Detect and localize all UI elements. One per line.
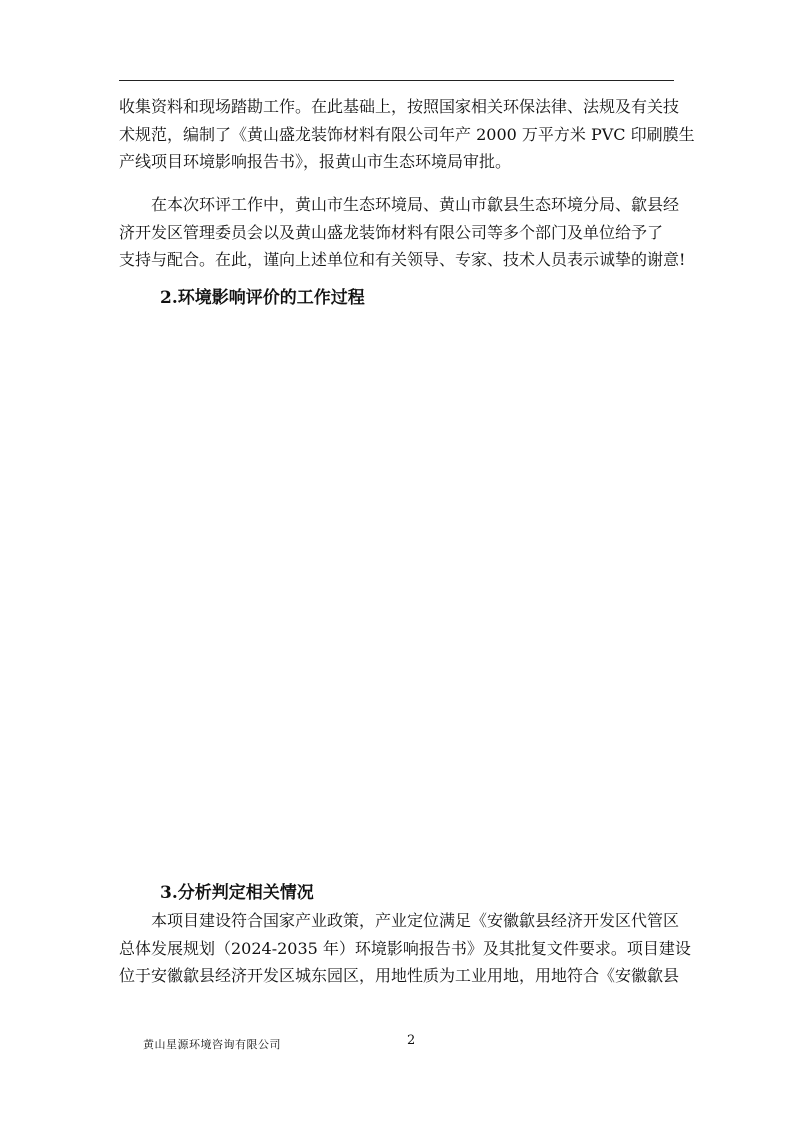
paragraph-line: 位于安徽歙县经济开发区城东园区，用地性质为工业用地，用地符合《安徽歙县	[119, 966, 680, 985]
workflow-figure-area	[119, 318, 675, 866]
section-3-paragraph	[119, 907, 691, 990]
paragraph-line: 术规范，编制了《黄山盛龙装饰材料有限公司年产 2000 万平方米 PVC 印刷膜生	[119, 124, 695, 144]
paragraph-line: 济开发区管理委员会以及黄山盛龙装饰材料有限公司等多个部门及单位给予了	[119, 222, 664, 242]
paragraph-line: 支持与配合。在此，谨向上述单位和有关领导、专家、技术人员表示诚挚的谢意!	[119, 250, 686, 269]
paragraph-line: 总体发展规划（2024-2035 年）环境影响报告书》及其批复文件要求。项目建设	[119, 938, 691, 958]
paragraph-line: 收集资料和现场踏勘工作。在此基础上，按照国家相关环保法律、法规及有关技	[119, 97, 680, 116]
paragraph-line: 产线项目环境影响报告书》，报黄山市生态环境局审批。	[119, 152, 512, 171]
paragraph-line: 本项目建设符合国家产业政策，产业定位满足《安徽歙县经济开发区代管区	[151, 911, 680, 930]
header-rule	[119, 80, 674, 81]
section-2-heading: 2.环境影响评价的工作过程	[160, 288, 365, 308]
thanks-paragraph	[119, 191, 686, 274]
paragraph-line: 在本次环评工作中，黄山市生态环境局、黄山市歙县生态环境分局、歙县经	[151, 195, 680, 214]
section-3-heading: 3.分析判定相关情况	[160, 883, 314, 903]
footer-company: 黄山星源环境咨询有限公司	[143, 1038, 281, 1051]
intro-paragraph	[119, 93, 695, 176]
page-number: 2	[407, 1033, 416, 1048]
